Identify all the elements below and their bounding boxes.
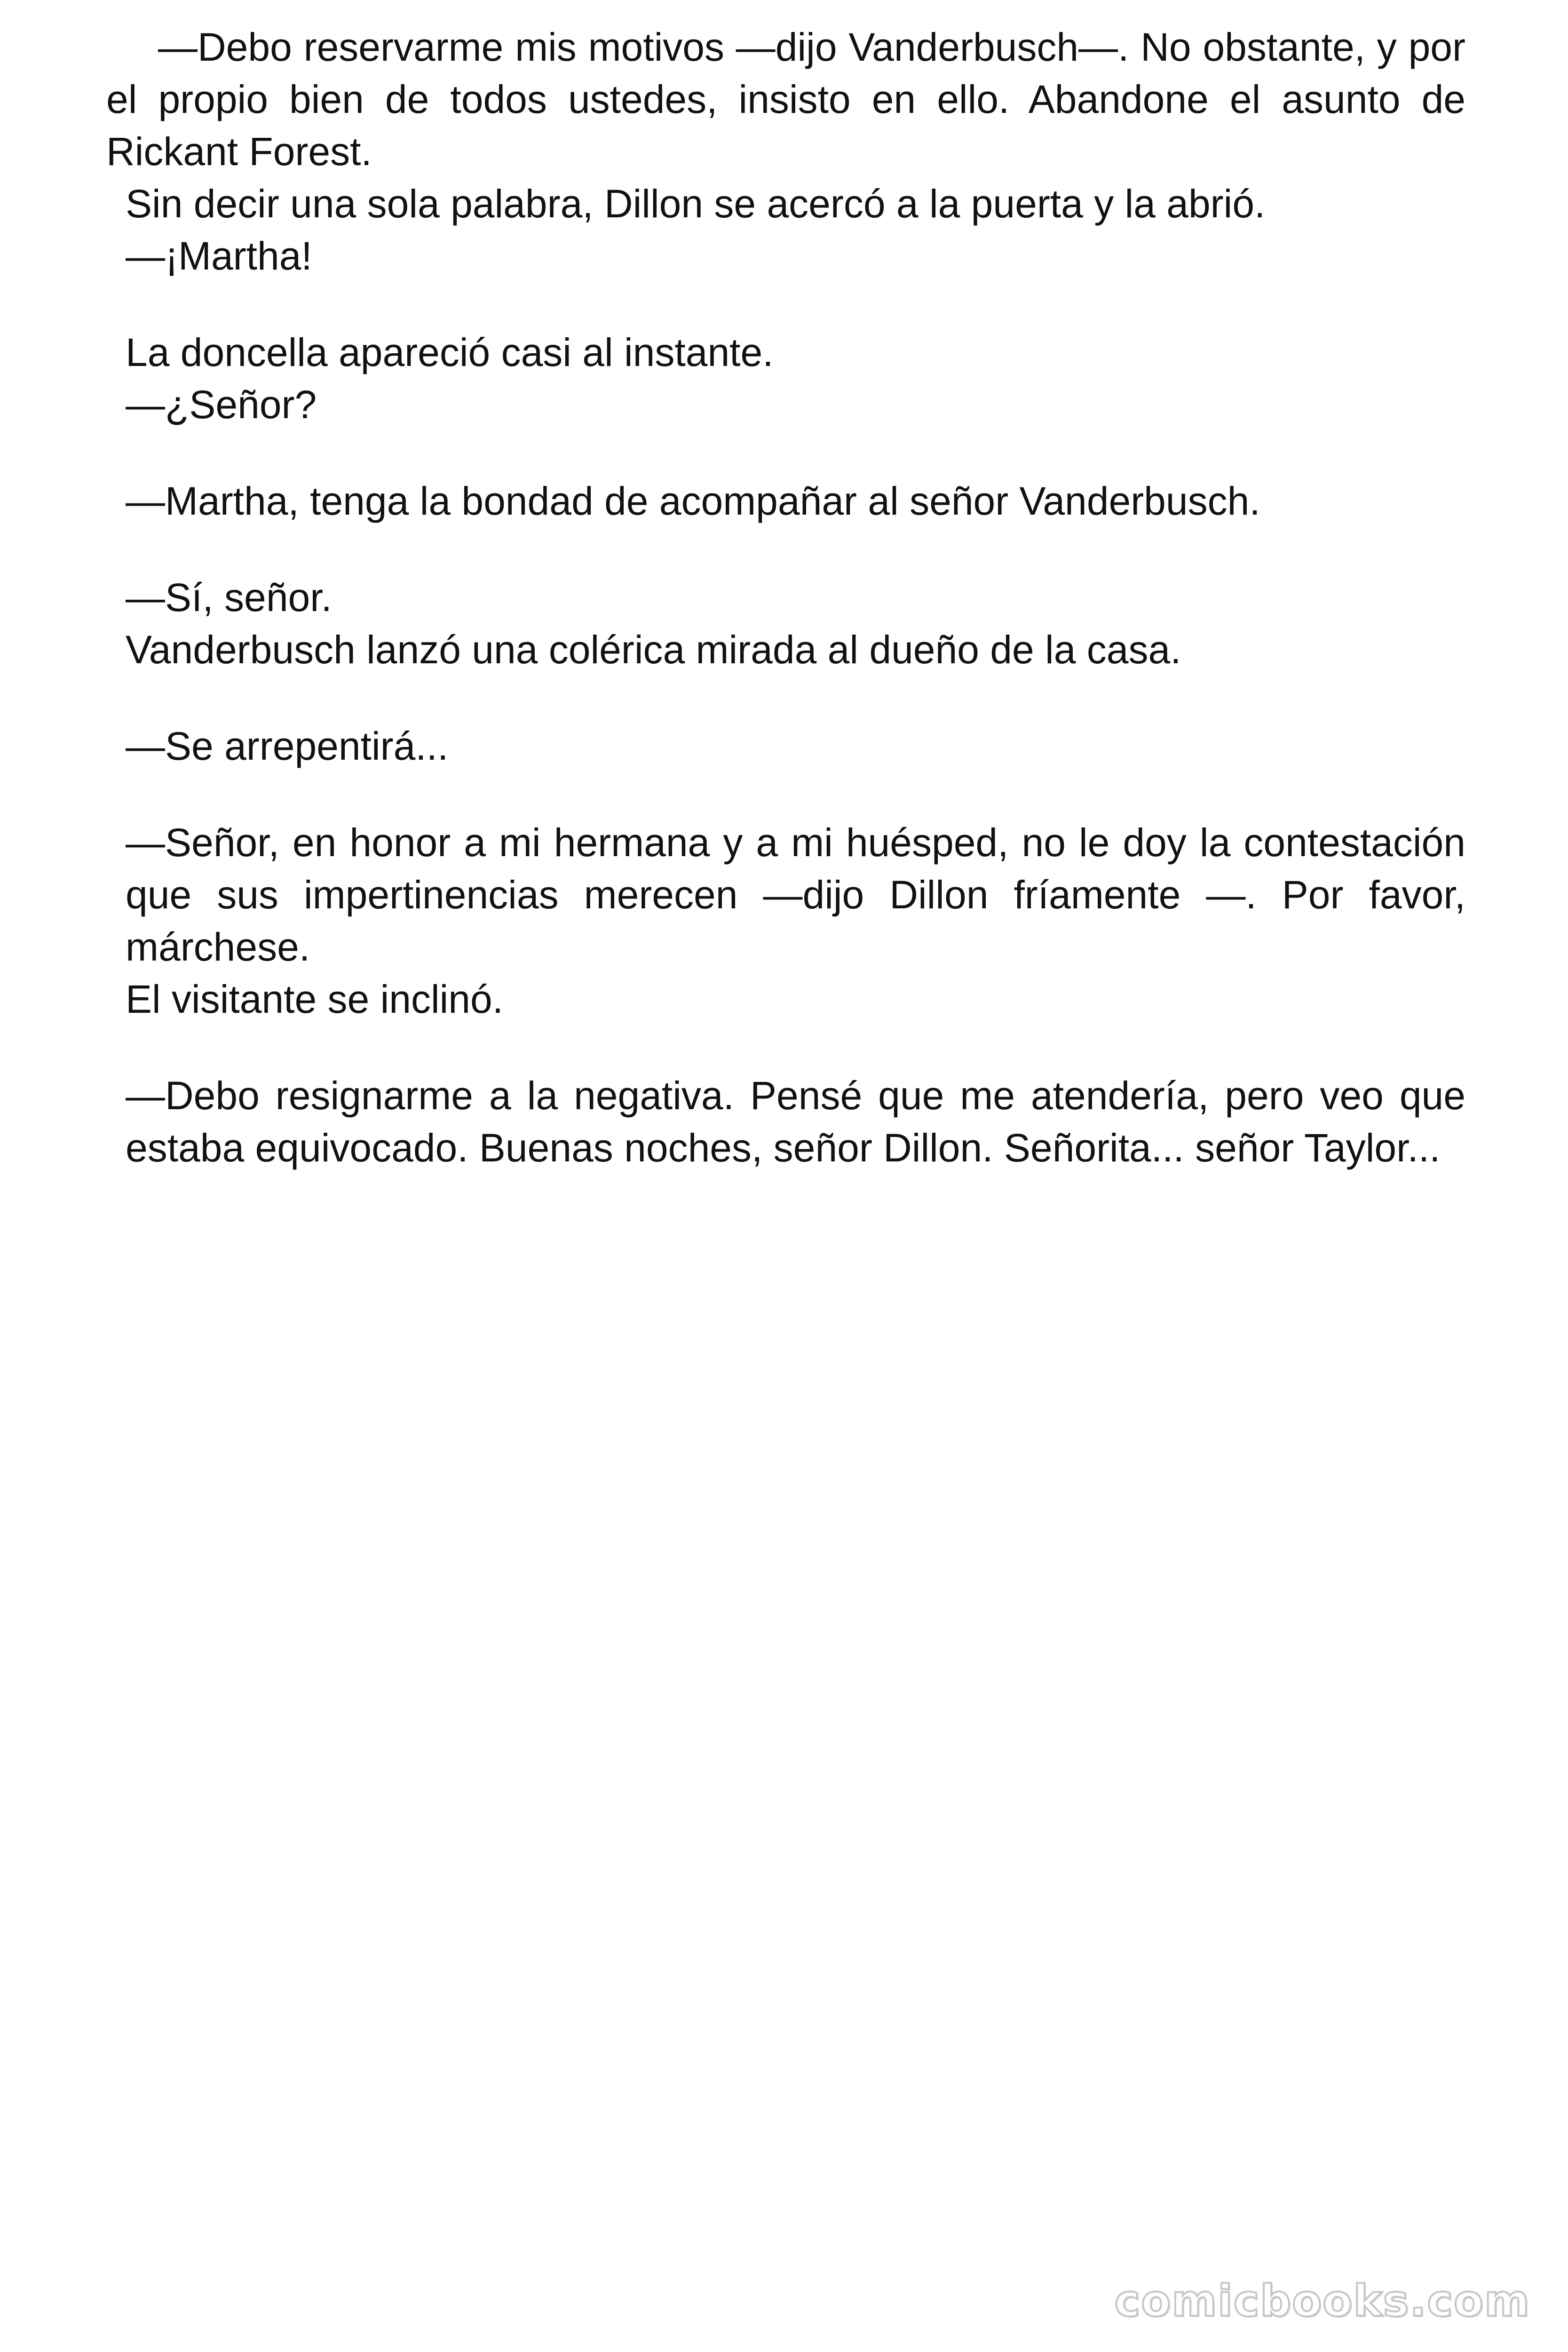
paragraph-3: —¡Martha! xyxy=(126,234,312,278)
body-text xyxy=(106,21,1465,1174)
paragraph-8: Vanderbusch lanzó una colérica mirada al dueño de la casa. xyxy=(126,628,1181,672)
paragraph-2: Sin decir una sola palabra, Dillon se acercó a la puerta y la abrió. xyxy=(126,182,1266,226)
paragraph-4: La doncella apareció casi al instante. xyxy=(126,330,774,374)
paragraph-10: —Señor, en honor a mi hermana y a mi huésped, no le doy la contestación que sus impertinencias merecen —dijo Dillon fríamente —. Por favor, márchese. xyxy=(126,820,1465,969)
paragraph-5: —¿Señor? xyxy=(126,382,317,427)
paragraph-1: —Debo reservarme mis motivos —dijo Vanderbusch—. No obstante, y por el propio bien de todos ustedes, insisto en ello. Abandone el asunto de Rickant Forest. xyxy=(106,25,1465,174)
paragraph-11: El visitante se inclinó. xyxy=(126,977,504,1021)
paragraph-12: —Debo resignarme a la negativa. Pensé que me atendería, pero veo que estaba equivocado. Buenas noches, señor Dillon. Señorita... señor Taylor... xyxy=(126,1073,1465,1170)
paragraph-9: —Se arrepentirá... xyxy=(126,724,449,768)
paragraph-7: —Sí, señor. xyxy=(126,575,332,620)
paragraph-6: —Martha, tenga la bondad de acompañar al señor Vanderbusch. xyxy=(126,479,1260,523)
site-watermark: comicbooks.com xyxy=(1114,2276,1530,2326)
